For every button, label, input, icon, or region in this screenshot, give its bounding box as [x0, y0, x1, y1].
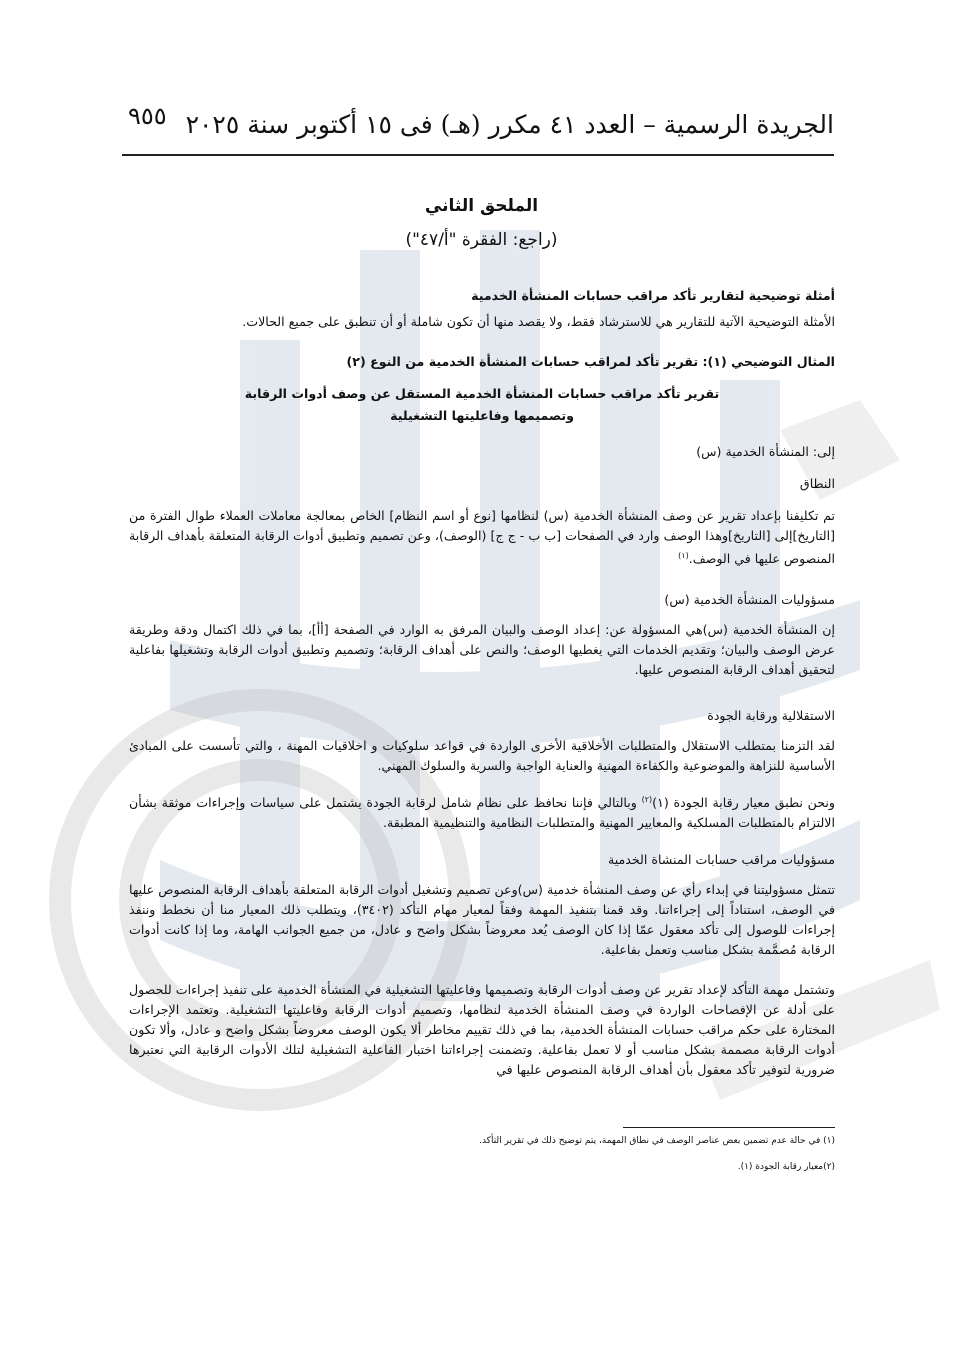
page-header [122, 100, 834, 160]
intro-text: الأمثلة التوضيحية الآتية للتقارير هي للاسترشاد فقط، ولا يقصد منها أن تكون شاملة أو أن تنطبق على جميع الحالات. [242, 314, 835, 329]
report-title-line2: وتصميمها وفاعليتها التشغيلية [390, 408, 574, 423]
scope-text: تم تكليفنا بإعداد تقرير عن وصف المنشأة الخدمية (س) لنظامها [نوع أو اسم النظام] الخاص بمعالجة معاملات العملاء طوال الفترة من [التاريخ]إلى [التاريخ]وهذا الوصف وارد في الصفحات [ب ب - ج ج] (الوصف)، وعن تصميم وتطبيق أدوات الرقابة المتعلقة بأهداف الرقابة المنصوص عليها في الوصف. [129, 508, 835, 567]
independence-text-1: لقد التزمنا بمتطلب الاستقلال والمتطلبات الأخلاقية الأخرى الواردة في قواعد سلوكيات و اخلاقيات المهنة ، والتي تأسست على المبادئ الأساسية للنزاهة والموضوعية والكفاءة المهنية والعناية الواجبة والسرية والسلوك المهني. [129, 738, 835, 773]
independence-text-2a: ونحن نطبق معيار رقابة الجودة (١) [652, 795, 835, 811]
annex-reference: (راجع: الفقرة "أ/٤٧") [405, 230, 558, 250]
responsibilities-heading: مسؤوليات المنشأة الخدمية (س) [664, 592, 835, 607]
responsibilities-text: إن المنشأة الخدمية (س)هي المسؤولة عن: إعداد الوصف والبيان المرفق به الوارد في الصفحة [أأ]، بما في ذلك اكتمال ودقة وطريقة عرض الوصف والبيان؛ وتقديم الخدمات التي يغطيها الوصف؛ والنص على أهداف الرقابة؛ وتصميم وتطبيق أدوات الرقابة وتشغيلها بفاعلية لتحقيق أهداف الرقابة المنصوص عليها. [129, 622, 835, 677]
header-divider [122, 154, 834, 156]
footnote-divider [623, 1127, 835, 1128]
independence-heading: الاستقلالية ورقابة الجودة [707, 708, 835, 723]
footnote-ref-2: (٢) [641, 795, 653, 804]
page-number: ٩٥٥ [128, 102, 167, 130]
intro-heading: أمثلة توضيحية لتقارير تأكد مراقب حسابات المنشأة الخدمية [471, 288, 835, 303]
independence-text-2b: وبالتالي فإننا نحافظ على نظام شامل لرقابة الجودة يشتمل على سياسات وإجراءات موثقة بشأن الالتزام بالمتطلبات المسلكية والمعايير المهنية والمتطلبات النظامية والتنظيمية المطبقة. [129, 795, 835, 831]
footnote-2: (٢)معيار رقابة الجودة (١). [737, 1162, 835, 1172]
footnotes [129, 1134, 835, 1186]
auditor-text-2: وتشتمل مهمة التأكد لإعداد تقرير عن وصف أدوات الرقابة وتصميمها وفاعليتها التشغيلية في المنشأة الخدمية على تنفيذ إجراءات للحصول على أدلة عن الإفصاحات الواردة في وصف المنشأة الخدمية لنظامها، وتصميم أدوات الرقابة وفاعليتها التشغيلية. وتعتمد الإجراءات المختارة على حكم مراقب حسابات المنشأة الخدمية، بما في ذلك تقييم مخاطر ألا يكون الوصف معروضاً بشكل واضح و عادل، وألا تكون أدوات الرقابة مصممة بشكل مناسب أو لا تعمل بفاعلية. وتضمنت إجراءاتنا اختبار الفاعلية التشغيلية لتلك الأدوات الرقابية التي نعتبرها ضرورية لتوفير تأكد معقول بأن أهداف الرقابة المنصوص عليها في [129, 982, 835, 1077]
scope-heading: النطاق [799, 476, 835, 491]
annex-title: الملحق الثاني [424, 196, 539, 216]
footnote-ref-1: (١) [678, 551, 689, 560]
scope-paragraph [129, 506, 835, 569]
auditor-text-1: تتمثل مسؤوليتنا في إبداء رأي عن وصف المنشأة خدمية (س)وعن تصميم وتشغيل أدوات الرقابة المتعلقة بأهداف الرقابة المنصوص عليها في الوصف، استناداً إلى إجراءاتنا. وقد قمنا بتنفيذ المهمة وفقاً لمعيار مهام التأكد (٣٤٠٢)، ويتطلب ذلك المعيار منا أن نخطط وننفذ إجراءات للوصول إلى تأكد معقول عمّا إذا كان الوصف يُعد معروضاً بشكل واضح و عادل، من جميع الجوانب الهامة، وما إذا كانت أدوات الرقابة مُصمَّمة بشكل مناسب وتعمل بفاعلية. [129, 882, 835, 957]
footnote-1: (١) في حالة عدم تضمين بعض عناصر الوصف في نطاق المهمة، يتم توضيح ذلك في تقرير التأكد. [479, 1136, 835, 1146]
independence-paragraph-2 [129, 790, 835, 833]
gazette-header-title: الجريدة الرسمية – العدد ٤١ مكرر (هـ) فى ١٥ أكتوبر سنة ٢٠٢٥ [185, 110, 834, 139]
auditor-heading: مسؤوليات مراقب حسابات المنشاة الخدمية [607, 852, 835, 867]
example-heading: المثال التوضيحي (١): تقرير تأكد لمراقب حسابات المنشأة الخدمية من النوع (٢) [346, 354, 835, 369]
report-title-line1: تقرير تأكد مراقب حسابات المنشأة الخدمية المستقل عن وصف أدوات الرقابة [244, 386, 720, 401]
addressee: إلى: المنشأة الخدمية (س) [696, 444, 835, 459]
